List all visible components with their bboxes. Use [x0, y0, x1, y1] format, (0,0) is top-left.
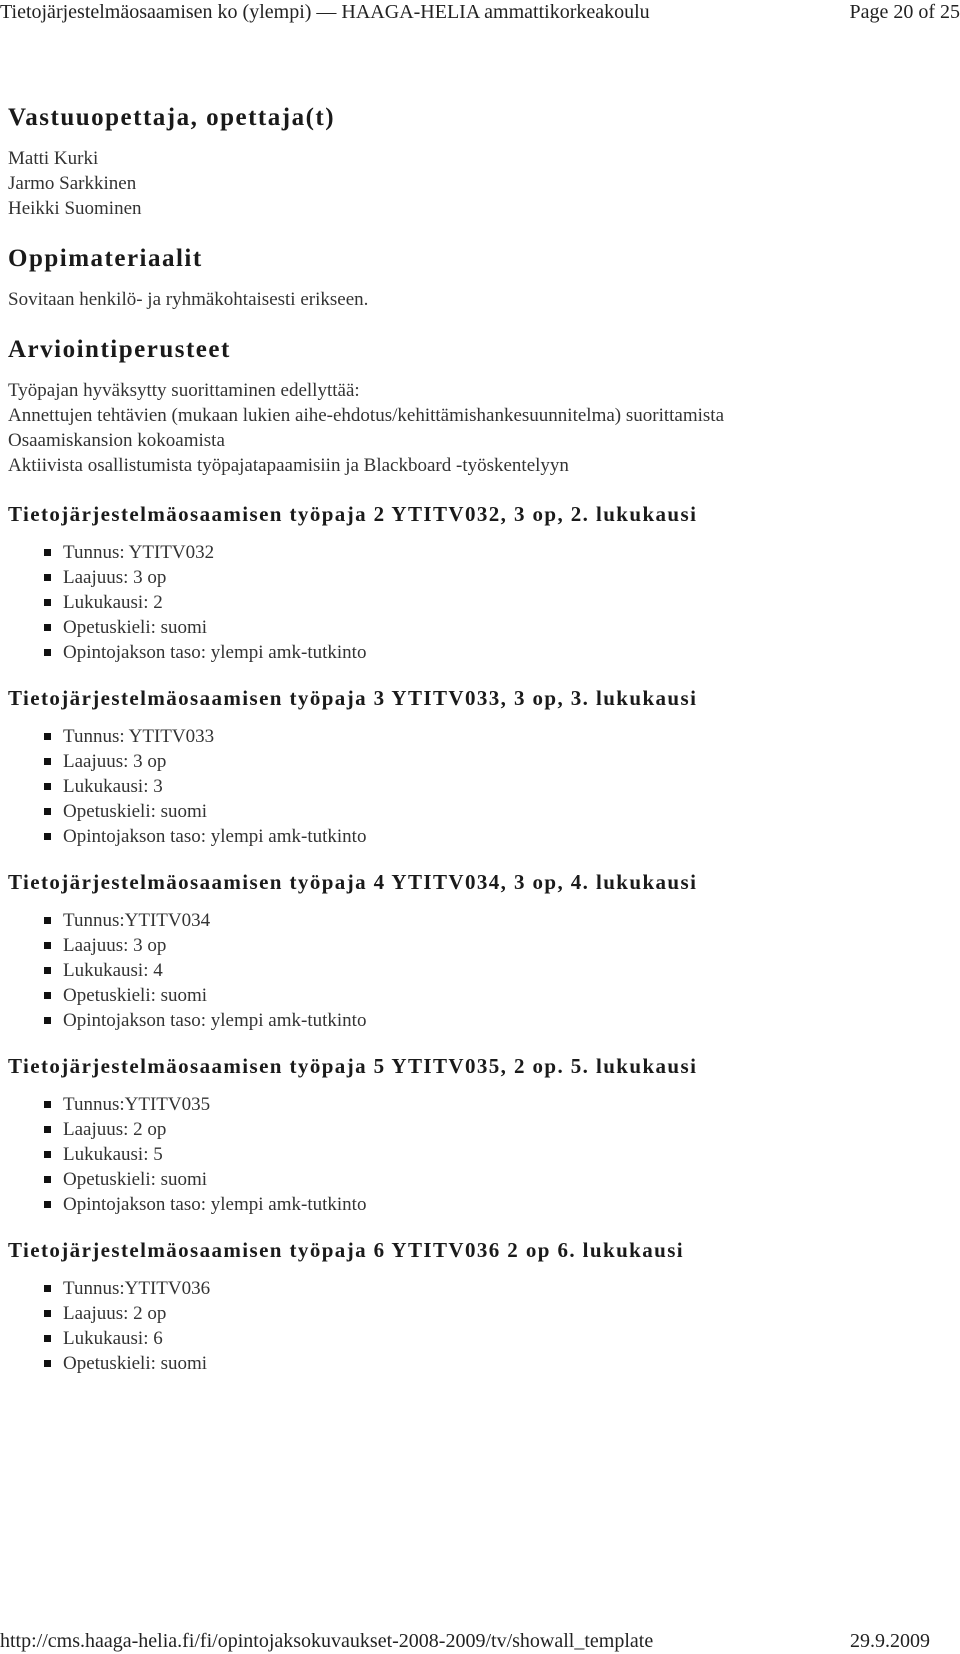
bullet-icon — [44, 1101, 51, 1108]
list-item — [8, 540, 948, 565]
list-item — [8, 1351, 948, 1376]
list-item — [8, 1008, 948, 1033]
list-item-text: Tunnus:YTITV034 — [63, 910, 211, 931]
list-item-text: Tunnus:YTITV035 — [63, 1094, 211, 1115]
list-item-text: Opintojakson taso: ylempi amk-tutkinto — [63, 1010, 367, 1031]
course-details — [8, 908, 948, 1033]
list-item — [8, 565, 948, 590]
page-number: Page 20 of 25 — [849, 1, 960, 23]
bullet-icon — [44, 758, 51, 765]
course-block-ytitv032 — [8, 498, 948, 665]
bullet-icon — [44, 733, 51, 740]
list-item-text: Opetuskieli: suomi — [63, 1353, 208, 1374]
list-item — [8, 799, 948, 824]
list-item: Sovitaan henkilö- ja ryhmäkohtaisesti erikseen. — [8, 289, 369, 310]
course-block-ytitv035 — [8, 1050, 948, 1217]
document-title: Tietojärjestelmäosaamisen ko (ylempi) — HAAGA-HELIA ammattikorkeakoulu — [0, 1, 650, 23]
list-item-text: Laajuus: 2 op — [63, 1303, 167, 1324]
list-item-text: Laajuus: 3 op — [63, 751, 167, 772]
list-item — [8, 615, 948, 640]
page-header — [0, 0, 960, 24]
course-details — [8, 1092, 948, 1217]
bullet-icon — [44, 1310, 51, 1317]
list-item — [8, 749, 948, 774]
list-item — [8, 724, 948, 749]
page-footer — [0, 1628, 960, 1654]
list-item-text: Laajuus: 3 op — [63, 567, 167, 588]
bullet-icon — [44, 1360, 51, 1367]
list-item-text: Opetuskieli: suomi — [63, 1169, 208, 1190]
bullet-icon — [44, 1126, 51, 1133]
course-title: Tietojärjestelmäosaamisen työpaja 3 YTITV033, 3 op, 3. lukukausi — [8, 686, 698, 710]
bullet-icon — [44, 649, 51, 656]
teacher-list — [8, 146, 948, 221]
course-title: Tietojärjestelmäosaamisen työpaja 5 YTITV035, 2 op. 5. lukukausi — [8, 1054, 698, 1078]
course-block-ytitv036 — [8, 1234, 948, 1376]
list-item — [8, 824, 948, 849]
list-item-text: Opintojakson taso: ylempi amk-tutkinto — [63, 826, 367, 847]
list-item-text: Laajuus: 3 op — [63, 935, 167, 956]
bullet-icon — [44, 783, 51, 790]
bullet-icon — [44, 808, 51, 815]
course-title: Tietojärjestelmäosaamisen työpaja 4 YTITV034, 3 op, 4. lukukausi — [8, 870, 698, 894]
list-item-text: Opintojakson taso: ylempi amk-tutkinto — [63, 1194, 367, 1215]
source-url: http://cms.haaga-helia.fi/fi/opintojaksokuvaukset-2008-2009/tv/showall_template — [0, 1630, 654, 1652]
list-item: Annettujen tehtävien (mukaan lukien aihe-ehdotus/kehittämishankesuunnitelma) suorittamista — [8, 405, 725, 426]
course-details — [8, 1276, 948, 1376]
list-item — [8, 590, 948, 615]
list-item: Jarmo Sarkkinen — [8, 173, 137, 194]
section-assessment — [8, 332, 948, 478]
list-item — [8, 983, 948, 1008]
list-item: Aktiivista osallistumista työpajatapaamisiin ja Blackboard -työskentelyyn — [8, 455, 569, 476]
bullet-icon — [44, 599, 51, 606]
list-item: Työpajan hyväksytty suorittaminen edellyttää: — [8, 380, 360, 401]
list-item — [8, 1326, 948, 1351]
section-teachers — [8, 100, 948, 221]
list-item-text: Tunnus:YTITV036 — [63, 1278, 211, 1299]
bullet-icon — [44, 574, 51, 581]
print-date: 29.9.2009 — [850, 1630, 930, 1652]
section-title: Arviointiperusteet — [8, 336, 231, 363]
course-block-ytitv034 — [8, 866, 948, 1033]
list-item-text: Tunnus: YTITV032 — [63, 542, 215, 563]
bullet-icon — [44, 1201, 51, 1208]
list-item-text: Lukukausi: 4 — [63, 960, 163, 981]
assessment-text — [8, 378, 948, 478]
list-item-text: Opetuskieli: suomi — [63, 617, 208, 638]
bullet-icon — [44, 1017, 51, 1024]
bullet-icon — [44, 992, 51, 999]
bullet-icon — [44, 1176, 51, 1183]
list-item-text: Opetuskieli: suomi — [63, 801, 208, 822]
bullet-icon — [44, 549, 51, 556]
bullet-icon — [44, 833, 51, 840]
course-title: Tietojärjestelmäosaamisen työpaja 2 YTITV032, 3 op, 2. lukukausi — [8, 502, 698, 526]
list-item — [8, 933, 948, 958]
section-title: Oppimateriaalit — [8, 245, 203, 272]
list-item — [8, 1092, 948, 1117]
list-item-text: Tunnus: YTITV033 — [63, 726, 215, 747]
list-item — [8, 1167, 948, 1192]
list-item: Osaamiskansion kokoamista — [8, 430, 225, 451]
list-item — [8, 908, 948, 933]
list-item-text: Opintojakson taso: ylempi amk-tutkinto — [63, 642, 367, 663]
bullet-icon — [44, 967, 51, 974]
section-title: Vastuuopettaja, opettaja(t) — [8, 104, 336, 131]
list-item-text: Lukukausi: 3 — [63, 776, 163, 797]
list-item: Matti Kurki — [8, 148, 99, 169]
course-block-ytitv033 — [8, 682, 948, 849]
bullet-icon — [44, 917, 51, 924]
section-materials — [8, 241, 948, 312]
list-item — [8, 774, 948, 799]
list-item — [8, 958, 948, 983]
course-details — [8, 540, 948, 665]
bullet-icon — [44, 1285, 51, 1292]
bullet-icon — [44, 624, 51, 631]
bullet-icon — [44, 1151, 51, 1158]
course-title: Tietojärjestelmäosaamisen työpaja 6 YTITV036 2 op 6. lukukausi — [8, 1238, 685, 1262]
list-item — [8, 1192, 948, 1217]
list-item — [8, 1276, 948, 1301]
materials-text — [8, 287, 948, 312]
list-item-text: Lukukausi: 2 — [63, 592, 163, 613]
list-item — [8, 1142, 948, 1167]
bullet-icon — [44, 942, 51, 949]
list-item-text: Lukukausi: 6 — [63, 1328, 163, 1349]
list-item — [8, 1301, 948, 1326]
list-item-text: Lukukausi: 5 — [63, 1144, 163, 1165]
list-item — [8, 1117, 948, 1142]
list-item — [8, 640, 948, 665]
list-item: Heikki Suominen — [8, 198, 142, 219]
list-item-text: Laajuus: 2 op — [63, 1119, 167, 1140]
bullet-icon — [44, 1335, 51, 1342]
course-details — [8, 724, 948, 849]
list-item-text: Opetuskieli: suomi — [63, 985, 208, 1006]
main-content — [8, 100, 948, 1376]
